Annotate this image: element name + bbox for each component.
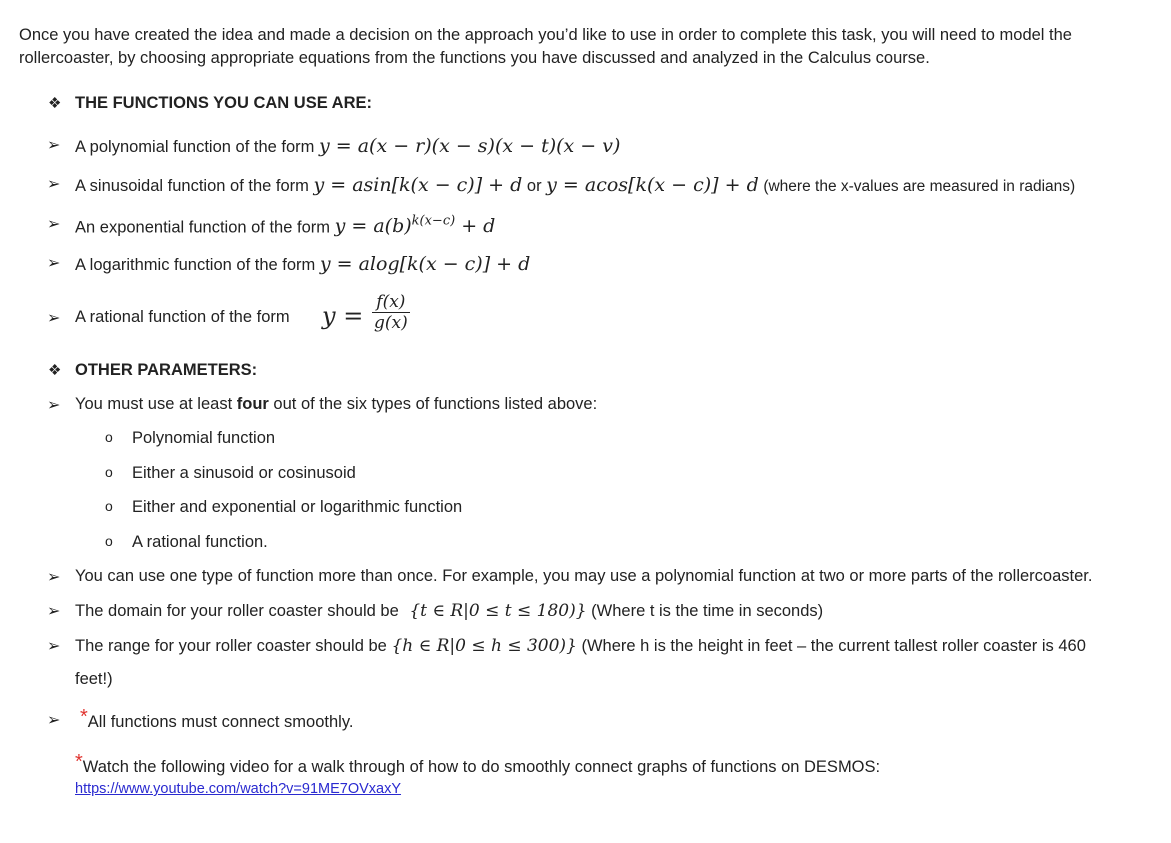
polynomial-equation: y = a(x − r)(x − s)(x − t)(x − v) — [318, 135, 621, 157]
video-row — [0, 751, 1171, 783]
sub-item — [0, 429, 1171, 457]
must-use-post: out of the six types of functions listed above: — [273, 395, 598, 413]
rational-numerator: f(x) — [372, 292, 410, 313]
smooth-text: All functions must connect smoothly. — [87, 713, 354, 731]
arrow-bullet-icon: ➢ — [47, 216, 61, 233]
more-than-once-row — [0, 567, 1171, 595]
must-use-line — [75, 395, 597, 414]
range-post: (Where h is the height in feet – the current tallest roller coaster is 460 — [581, 637, 1086, 655]
must-use-row — [0, 395, 1171, 423]
arrow-bullet-icon: ➢ — [47, 255, 61, 272]
rational-label: A rational function of the form — [75, 308, 290, 326]
circle-bullet-icon: o — [105, 533, 113, 549]
sub-item — [0, 533, 1171, 561]
circle-bullet-icon: o — [105, 498, 113, 514]
sub-item-text: Either a sinusoid or cosinusoid — [132, 464, 356, 482]
exp-tail: + d — [455, 215, 496, 238]
range-pre: The range for your roller coaster should be — [75, 637, 387, 655]
arrow-bullet-icon: ➢ — [47, 397, 61, 414]
sub-item-text: A rational function. — [132, 533, 268, 551]
range-continuation: feet!) — [75, 670, 113, 688]
arrow-bullet-icon: ➢ — [47, 176, 61, 193]
circle-bullet-icon: o — [105, 429, 113, 445]
domain-row — [0, 601, 1171, 629]
diamond-bullet-icon: ❖ — [48, 95, 62, 112]
arrow-bullet-icon: ➢ — [47, 310, 61, 327]
rational-lhs: y = — [322, 302, 364, 330]
domain-line — [75, 601, 823, 621]
sub-item-text: Either and exponential or logarithmic function — [132, 498, 463, 516]
diamond-bullet-icon: ❖ — [48, 362, 62, 379]
must-use-pre: You must use at least — [75, 395, 233, 413]
polynomial-row — [0, 135, 1171, 163]
exponential-line — [75, 214, 495, 237]
exp-power: k(x−c) — [411, 214, 456, 229]
exponential-equation — [335, 215, 496, 237]
rational-row — [0, 292, 1171, 348]
functions-heading-row — [0, 94, 1171, 122]
sub-item — [0, 498, 1171, 526]
video-link-row — [0, 781, 1171, 809]
radians-note: (where the x-values are measured in radians) — [763, 178, 1076, 195]
sub-item — [0, 464, 1171, 492]
arrow-bullet-icon: ➢ — [47, 137, 61, 154]
range-row — [0, 636, 1171, 664]
rational-fraction — [372, 292, 410, 333]
arrow-bullet-icon: ➢ — [47, 712, 61, 729]
sinusoidal-row — [0, 174, 1171, 202]
logarithmic-row — [0, 253, 1171, 281]
video-line — [75, 751, 881, 778]
circle-bullet-icon: o — [105, 464, 113, 480]
arrow-bullet-icon: ➢ — [47, 603, 61, 620]
sub-item-text: Polynomial function — [132, 429, 276, 447]
logarithmic-label: A logarithmic function of the form — [75, 256, 316, 274]
arrow-bullet-icon: ➢ — [47, 638, 61, 655]
more-than-once-text: You can use one type of function more than once. For example, you may use a polynomial function at two or more parts of the rollercoaster. — [75, 567, 1093, 585]
asterisk-icon: * — [75, 751, 83, 773]
polynomial-label: A polynomial function of the form — [75, 138, 315, 156]
logarithmic-line — [75, 253, 530, 275]
domain-pre: The domain for your roller coaster should be — [75, 602, 399, 620]
intro-paragraph: Once you have created the idea and made a decision on the approach you’d like to use in order to complete this task, you will need to model the rollercoaster, by choosing appropriate equations from the functions you have discussed and analyzed in the Calculus course. — [19, 26, 1072, 67]
range-equation: {h ∈ R|0 ≤ h ≤ 300)} — [391, 636, 577, 656]
video-text: Watch the following video for a walk through of how to do smoothly connect graphs of functions on DESMOS: — [82, 758, 881, 776]
sinusoidal-line — [75, 174, 1075, 196]
sine-equation: y = asin[k(x − c)] + d — [313, 174, 523, 196]
cosine-equation: y = acos[k(x − c)] + d — [546, 174, 759, 196]
polynomial-line — [75, 135, 620, 157]
sinusoidal-label: A sinusoidal function of the form — [75, 177, 309, 195]
rational-denominator: g(x) — [374, 313, 408, 333]
exponential-label: An exponential function of the form — [75, 218, 330, 237]
logarithmic-equation: y = alog[k(x − c)] + d — [319, 253, 531, 275]
smooth-line — [80, 706, 354, 733]
arrow-bullet-icon: ➢ — [47, 569, 61, 586]
or-text: or — [526, 177, 542, 195]
exp-base: y = a(b) — [334, 215, 412, 238]
params-heading-row — [0, 361, 1171, 389]
smooth-row — [0, 706, 1171, 738]
domain-post: (Where t is the time in seconds) — [591, 602, 824, 620]
functions-heading: THE FUNCTIONS YOU CAN USE ARE: — [75, 94, 373, 112]
exponential-row — [0, 214, 1171, 242]
domain-equation: {t ∈ R|0 ≤ t ≤ 180)} — [409, 601, 587, 621]
youtube-link[interactable]: https://www.youtube.com/watch?v=91ME7OVxaxY — [75, 781, 402, 797]
range-cont-row — [0, 670, 1171, 698]
must-use-bold: four — [236, 395, 269, 413]
params-heading: OTHER PARAMETERS: — [75, 361, 258, 379]
asterisk-icon: * — [80, 706, 88, 728]
range-line — [75, 636, 1086, 656]
